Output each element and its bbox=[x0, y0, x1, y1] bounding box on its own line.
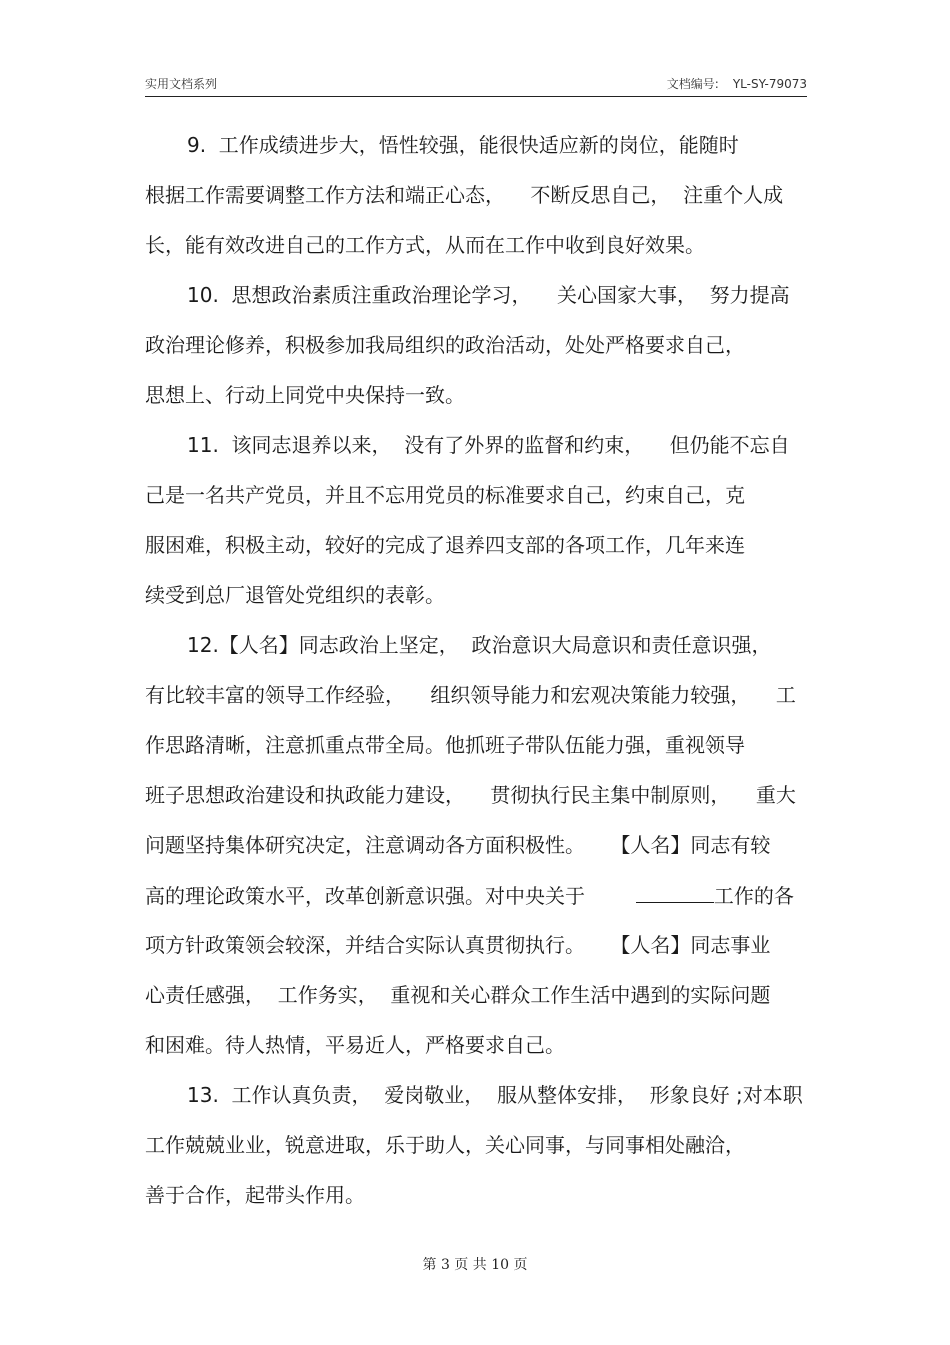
paragraph-line: 续受到总厂退管处党组织的表彰。 bbox=[145, 583, 445, 607]
paragraph-line: 12.【人名】同志政治上坚定， 政治意识大局意识和责任意识强， bbox=[187, 633, 772, 657]
paragraph-line: 政治理论修养，积极参加我局组织的政治活动，处处严格要求自己， bbox=[145, 333, 745, 357]
paragraph-line: 服困难，积极主动，较好的完成了退养四支部的各项工作，几年来连 bbox=[145, 533, 745, 557]
paragraph-line: 己是一名共产党员，并且不忘用党员的标准要求自己，约束自己，克 bbox=[145, 483, 745, 507]
paragraph-line: 心责任感强， 工作务实， 重视和关心群众工作生活中遇到的实际问题 bbox=[145, 983, 771, 1007]
paragraph-line: 13. 工作认真负责， 爱岗敬业， 服从整体安排， 形象良好 ;对本职 bbox=[187, 1083, 803, 1107]
paragraph-line: 善于合作，起带头作用。 bbox=[145, 1183, 365, 1207]
page-header bbox=[145, 72, 807, 97]
fill-in-blank bbox=[636, 880, 714, 903]
paragraph-line: 问题坚持集体研究决定，注意调动各方面积极性。 【人名】同志有较 bbox=[145, 833, 771, 857]
paragraph-line: 根据工作需要调整工作方法和端正心态， 不断反思自己， 注重个人成 bbox=[145, 183, 784, 207]
paragraph-line: 思想上、行动上同党中央保持一致。 bbox=[145, 383, 465, 407]
header-doc-number bbox=[667, 75, 807, 92]
paragraph-line: 和困难。待人热情，平易近人，严格要求自己。 bbox=[145, 1033, 565, 1057]
paragraph-line-with-blank bbox=[145, 880, 794, 910]
header-doc-number-label: 文档编号: bbox=[666, 77, 719, 91]
paragraph-line: 9. 工作成绩进步大，悟性较强，能很快适应新的岗位，能随时 bbox=[187, 133, 739, 157]
paragraph-line-start: 高的理论政策水平，改革创新意识强。对中央关于 bbox=[145, 884, 585, 908]
paragraph-line: 工作兢兢业业，锐意进取，乐于助人，关心同事，与同事相处融洽， bbox=[145, 1133, 745, 1157]
page-footer: 第 3 页 共 10 页 bbox=[422, 1257, 528, 1273]
paragraph-line: 10. 思想政治素质注重政治理论学习， 关心国家大事， 努力提高 bbox=[187, 283, 790, 307]
paragraph-line: 有比较丰富的领导工作经验， 组织领导能力和宏观决策能力较强， 工 bbox=[145, 683, 796, 707]
paragraph-line: 长，能有效改进自己的工作方式，从而在工作中收到良好效果。 bbox=[145, 233, 705, 257]
paragraph-line: 作思路清晰，注意抓重点带全局。他抓班子带队伍能力强，重视领导 bbox=[145, 733, 745, 757]
paragraph-line-end: 工作的各 bbox=[713, 884, 794, 908]
paragraph-line: 项方针政策领会较深，并结合实际认真贯彻执行。 【人名】同志事业 bbox=[145, 933, 771, 957]
paragraph-line: 11. 该同志退养以来， 没有了外界的监督和约束， 但仍能不忘自 bbox=[187, 433, 790, 457]
paragraph-line: 班子思想政治建设和执政能力建设， 贯彻执行民主集中制原则， 重大 bbox=[145, 783, 796, 807]
header-series-title: 实用文档系列 bbox=[145, 77, 218, 91]
header-doc-number-code: YL-SY-79073 bbox=[732, 77, 807, 91]
